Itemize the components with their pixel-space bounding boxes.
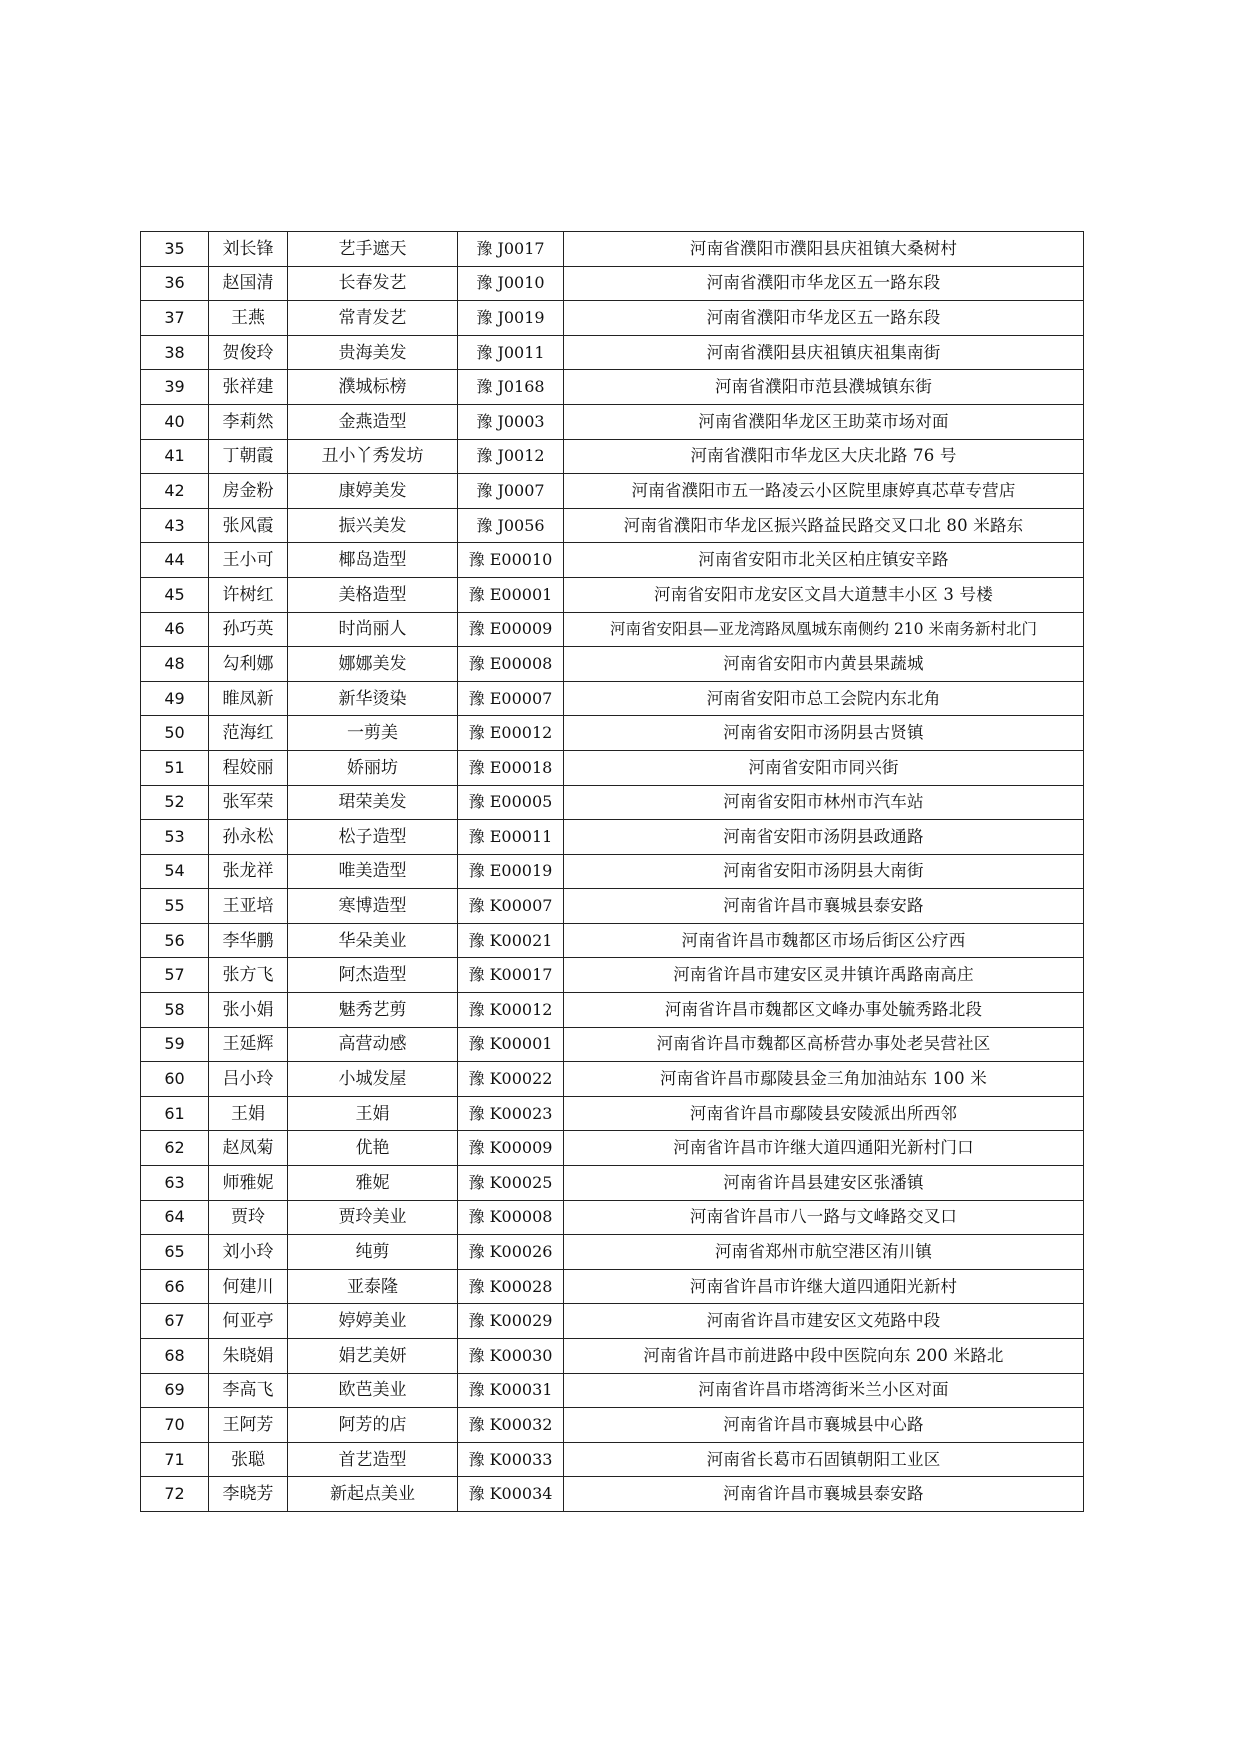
row-number: 40 [141,404,209,439]
table-row [141,1027,1084,1062]
shop-address: 河南省许昌市襄城县泰安路 [564,1477,1084,1512]
registration-code: 豫 J0168 [458,370,564,405]
table-row [141,266,1084,301]
registration-code: 豫 K00030 [458,1339,564,1374]
shop-name: 唯美造型 [288,854,458,889]
person-name: 勾利娜 [209,647,288,682]
shop-name: 丑小丫秀发坊 [288,439,458,474]
registration-code: 豫 E00009 [458,612,564,647]
shop-address: 河南省濮阳市华龙区五一路东段 [564,301,1084,336]
table-row [141,1477,1084,1512]
table-row [141,370,1084,405]
person-name: 李晓芳 [209,1477,288,1512]
shop-address: 河南省许昌市建安区文苑路中段 [564,1304,1084,1339]
row-number: 38 [141,335,209,370]
shop-name: 娜娜美发 [288,647,458,682]
registration-code: 豫 J0011 [458,335,564,370]
table-row [141,1166,1084,1201]
shop-address: 河南省许昌市魏都区文峰办事处毓秀路北段 [564,993,1084,1028]
shop-name: 新起点美业 [288,1477,458,1512]
shop-name: 珺荣美发 [288,785,458,820]
person-name: 张小娟 [209,993,288,1028]
shop-address: 河南省郑州市航空港区洧川镇 [564,1235,1084,1270]
registration-code: 豫 J0007 [458,474,564,509]
shop-address: 河南省许昌市建安区灵井镇许禹路南高庄 [564,958,1084,993]
table-row [141,854,1084,889]
table-row [141,1131,1084,1166]
row-number: 48 [141,647,209,682]
registration-code: 豫 K00028 [458,1269,564,1304]
row-number: 50 [141,716,209,751]
shop-name: 寒博造型 [288,889,458,924]
registration-code: 豫 E00005 [458,785,564,820]
shop-address: 河南省许昌县建安区张潘镇 [564,1166,1084,1201]
table-row [141,889,1084,924]
shop-address: 河南省许昌市塔湾街米兰小区对面 [564,1373,1084,1408]
shop-name: 艺手遮天 [288,232,458,267]
table-row [141,1442,1084,1477]
person-name: 张风霞 [209,508,288,543]
table-row [141,508,1084,543]
shop-name: 高营动感 [288,1027,458,1062]
shop-address: 河南省许昌市鄢陵县金三角加油站东 100 米 [564,1062,1084,1097]
shop-name: 小城发屋 [288,1062,458,1097]
person-name: 张龙祥 [209,854,288,889]
shop-address: 河南省濮阳市华龙区振兴路益民路交叉口北 80 米路东 [564,508,1084,543]
table-row [141,335,1084,370]
table-row [141,404,1084,439]
row-number: 65 [141,1235,209,1270]
registration-code: 豫 K00012 [458,993,564,1028]
shop-address: 河南省许昌市前进路中段中医院向东 200 米路北 [564,1339,1084,1374]
shop-name: 华朵美业 [288,923,458,958]
shop-address: 河南省许昌市魏都区市场后街区公疗西 [564,923,1084,958]
registration-code: 豫 J0019 [458,301,564,336]
registration-code: 豫 J0010 [458,266,564,301]
shop-address: 河南省许昌市许继大道四通阳光新村门口 [564,1131,1084,1166]
shop-address: 河南省许昌市许继大道四通阳光新村 [564,1269,1084,1304]
row-number: 67 [141,1304,209,1339]
row-number: 51 [141,750,209,785]
row-number: 66 [141,1269,209,1304]
person-name: 王小可 [209,543,288,578]
shop-name: 魅秀艺剪 [288,993,458,1028]
table-row [141,820,1084,855]
registration-code: 豫 E00007 [458,681,564,716]
table-body [141,232,1084,1512]
table-row [141,716,1084,751]
row-number: 42 [141,474,209,509]
shop-address: 河南省濮阳市华龙区大庆北路 76 号 [564,439,1084,474]
table-row [141,750,1084,785]
table-row [141,577,1084,612]
shop-address: 河南省濮阳市五一路凌云小区院里康婷真芯草专营店 [564,474,1084,509]
row-number: 49 [141,681,209,716]
table-row [141,681,1084,716]
person-name: 李莉然 [209,404,288,439]
shop-address: 河南省许昌市魏都区高桥营办事处老吴营社区 [564,1027,1084,1062]
shop-address: 河南省许昌市鄢陵县安陵派出所西邻 [564,1096,1084,1131]
shop-name: 新华烫染 [288,681,458,716]
shop-name: 亚泰隆 [288,1269,458,1304]
person-name: 张军荣 [209,785,288,820]
person-name: 何建川 [209,1269,288,1304]
row-number: 62 [141,1131,209,1166]
person-name: 程姣丽 [209,750,288,785]
person-name: 刘长锋 [209,232,288,267]
person-name: 范海红 [209,716,288,751]
registration-code: 豫 K00021 [458,923,564,958]
table-row [141,1269,1084,1304]
registration-code: 豫 E00011 [458,820,564,855]
table-row [141,439,1084,474]
row-number: 45 [141,577,209,612]
registry-table [140,231,1084,1512]
shop-name: 欧芭美业 [288,1373,458,1408]
shop-name: 王娟 [288,1096,458,1131]
shop-address: 河南省安阳市汤阴县政通路 [564,820,1084,855]
registration-code: 豫 E00012 [458,716,564,751]
shop-address: 河南省许昌市襄城县泰安路 [564,889,1084,924]
registration-code: 豫 K00022 [458,1062,564,1097]
row-number: 57 [141,958,209,993]
person-name: 孙巧英 [209,612,288,647]
shop-name: 雅妮 [288,1166,458,1201]
registration-code: 豫 K00033 [458,1442,564,1477]
shop-name: 常青发艺 [288,301,458,336]
shop-name: 娟艺美妍 [288,1339,458,1374]
person-name: 张方飞 [209,958,288,993]
row-number: 58 [141,993,209,1028]
row-number: 35 [141,232,209,267]
person-name: 睢凤新 [209,681,288,716]
table-row [141,1235,1084,1270]
shop-address: 河南省许昌市八一路与文峰路交叉口 [564,1200,1084,1235]
table-row [141,1408,1084,1443]
row-number: 72 [141,1477,209,1512]
registration-code: 豫 J0012 [458,439,564,474]
table-row [141,612,1084,647]
person-name: 王延辉 [209,1027,288,1062]
registration-code: 豫 K00032 [458,1408,564,1443]
shop-name: 康婷美发 [288,474,458,509]
person-name: 刘小玲 [209,1235,288,1270]
shop-name: 贾玲美业 [288,1200,458,1235]
row-number: 60 [141,1062,209,1097]
person-name: 孙永松 [209,820,288,855]
person-name: 张祥建 [209,370,288,405]
shop-address: 河南省安阳县—亚龙湾路凤凰城东南侧约 210 米南务新村北门 [564,612,1084,647]
shop-name: 椰岛造型 [288,543,458,578]
row-number: 70 [141,1408,209,1443]
row-number: 41 [141,439,209,474]
row-number: 53 [141,820,209,855]
person-name: 房金粉 [209,474,288,509]
shop-address: 河南省安阳市同兴街 [564,750,1084,785]
shop-address: 河南省安阳市汤阴县古贤镇 [564,716,1084,751]
person-name: 吕小玲 [209,1062,288,1097]
table-row [141,1339,1084,1374]
row-number: 69 [141,1373,209,1408]
row-number: 54 [141,854,209,889]
table-row [141,543,1084,578]
person-name: 朱晓娟 [209,1339,288,1374]
shop-name: 时尚丽人 [288,612,458,647]
table-row [141,1304,1084,1339]
shop-name: 长春发艺 [288,266,458,301]
registration-code: 豫 K00031 [458,1373,564,1408]
shop-name: 濮城标榜 [288,370,458,405]
table-row [141,958,1084,993]
person-name: 丁朝霞 [209,439,288,474]
shop-address: 河南省安阳市总工会院内东北角 [564,681,1084,716]
table-row [141,647,1084,682]
shop-address: 河南省安阳市北关区柏庄镇安辛路 [564,543,1084,578]
row-number: 36 [141,266,209,301]
table-row [141,301,1084,336]
shop-name: 松子造型 [288,820,458,855]
registration-code: 豫 K00029 [458,1304,564,1339]
shop-address: 河南省长葛市石固镇朝阳工业区 [564,1442,1084,1477]
table-row [141,785,1084,820]
shop-name: 阿芳的店 [288,1408,458,1443]
row-number: 52 [141,785,209,820]
shop-address: 河南省安阳市林州市汽车站 [564,785,1084,820]
row-number: 44 [141,543,209,578]
shop-name: 金燕造型 [288,404,458,439]
registration-code: 豫 J0017 [458,232,564,267]
shop-name: 振兴美发 [288,508,458,543]
table-row [141,993,1084,1028]
registration-code: 豫 K00007 [458,889,564,924]
person-name: 王娟 [209,1096,288,1131]
registration-code: 豫 J0003 [458,404,564,439]
person-name: 贾玲 [209,1200,288,1235]
row-number: 43 [141,508,209,543]
table-row [141,1096,1084,1131]
table-row [141,1062,1084,1097]
person-name: 许树红 [209,577,288,612]
person-name: 王亚培 [209,889,288,924]
shop-address: 河南省濮阳市濮阳县庆祖镇大桑树村 [564,232,1084,267]
person-name: 李华鹏 [209,923,288,958]
shop-name: 一剪美 [288,716,458,751]
person-name: 何亚亭 [209,1304,288,1339]
registration-code: 豫 K00017 [458,958,564,993]
shop-name: 优艳 [288,1131,458,1166]
shop-name: 婷婷美业 [288,1304,458,1339]
table-row [141,1200,1084,1235]
person-name: 师雅妮 [209,1166,288,1201]
registration-code: 豫 E00008 [458,647,564,682]
registration-code: 豫 K00008 [458,1200,564,1235]
registration-code: 豫 K00009 [458,1131,564,1166]
registration-code: 豫 K00034 [458,1477,564,1512]
shop-name: 阿杰造型 [288,958,458,993]
shop-address: 河南省安阳市内黄县果蔬城 [564,647,1084,682]
registration-code: 豫 K00023 [458,1096,564,1131]
row-number: 71 [141,1442,209,1477]
shop-name: 贵海美发 [288,335,458,370]
shop-name: 纯剪 [288,1235,458,1270]
person-name: 赵凤菊 [209,1131,288,1166]
shop-address: 河南省安阳市龙安区文昌大道慧丰小区 3 号楼 [564,577,1084,612]
registration-code: 豫 E00010 [458,543,564,578]
table-row [141,1373,1084,1408]
registration-code: 豫 J0056 [458,508,564,543]
row-number: 64 [141,1200,209,1235]
row-number: 56 [141,923,209,958]
shop-address: 河南省濮阳县庆祖镇庆祖集南街 [564,335,1084,370]
shop-name: 首艺造型 [288,1442,458,1477]
shop-name: 娇丽坊 [288,750,458,785]
registration-code: 豫 E00001 [458,577,564,612]
shop-address: 河南省濮阳华龙区王助菜市场对面 [564,404,1084,439]
shop-address: 河南省安阳市汤阴县大南街 [564,854,1084,889]
registration-code: 豫 E00019 [458,854,564,889]
row-number: 68 [141,1339,209,1374]
registration-code: 豫 K00001 [458,1027,564,1062]
shop-address: 河南省许昌市襄城县中心路 [564,1408,1084,1443]
person-name: 王燕 [209,301,288,336]
table-row [141,923,1084,958]
shop-address: 河南省濮阳市范县濮城镇东街 [564,370,1084,405]
person-name: 赵国清 [209,266,288,301]
registration-code: 豫 K00026 [458,1235,564,1270]
row-number: 46 [141,612,209,647]
registration-code: 豫 K00025 [458,1166,564,1201]
table-row [141,232,1084,267]
row-number: 39 [141,370,209,405]
person-name: 李高飞 [209,1373,288,1408]
table-row [141,474,1084,509]
shop-name: 美格造型 [288,577,458,612]
person-name: 贺俊玲 [209,335,288,370]
row-number: 63 [141,1166,209,1201]
row-number: 59 [141,1027,209,1062]
person-name: 王阿芳 [209,1408,288,1443]
row-number: 37 [141,301,209,336]
shop-address: 河南省濮阳市华龙区五一路东段 [564,266,1084,301]
row-number: 61 [141,1096,209,1131]
row-number: 55 [141,889,209,924]
registration-code: 豫 E00018 [458,750,564,785]
person-name: 张聪 [209,1442,288,1477]
